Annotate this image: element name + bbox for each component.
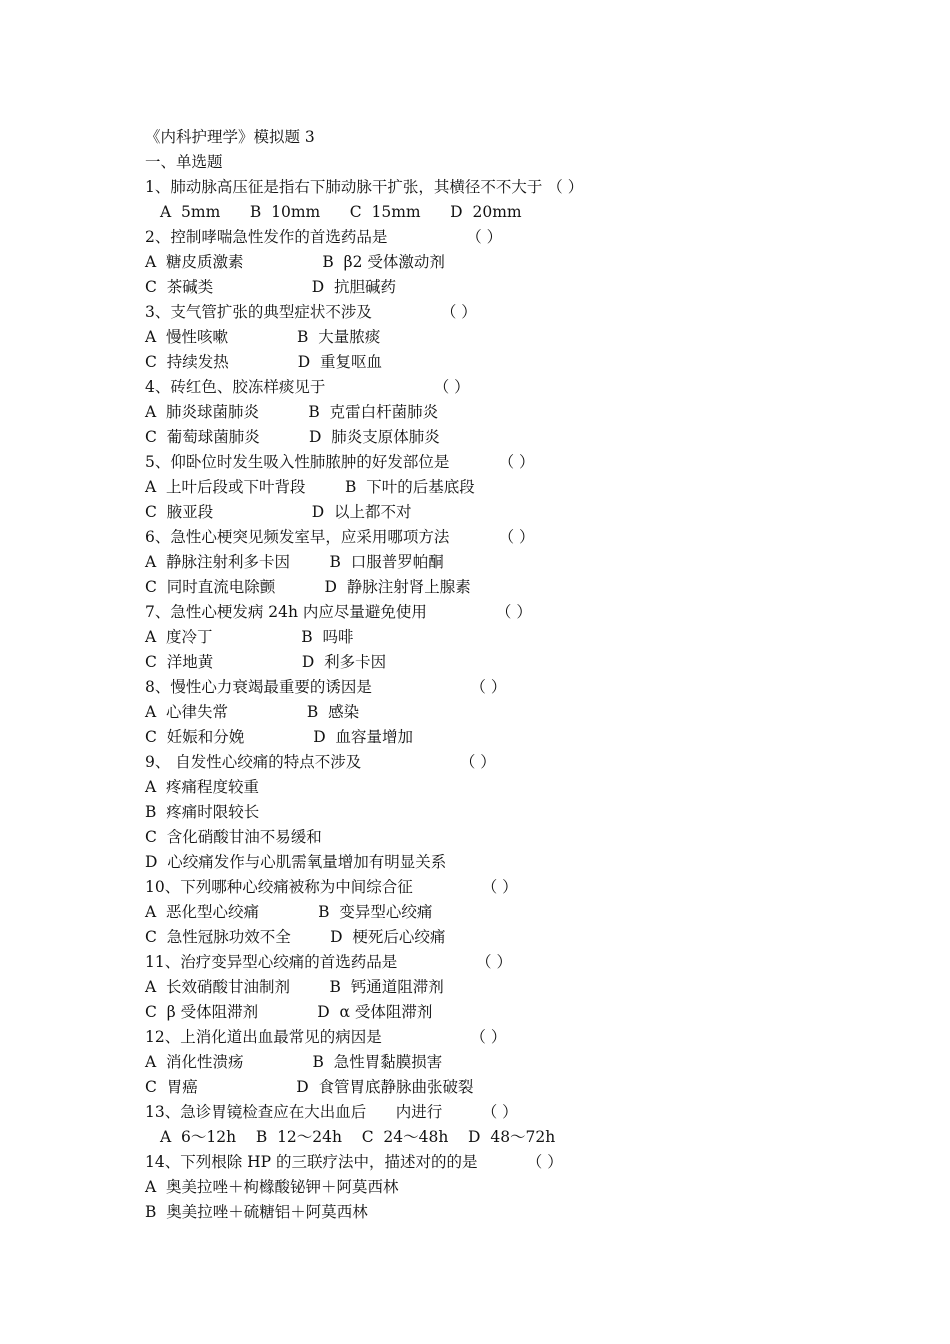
question-2-stem: 2、控制哮喘急性发作的首选药品是 （ ） — [145, 228, 503, 246]
question-4-options-ab: A 肺炎球菌肺炎 B 克雷白杆菌肺炎 — [145, 403, 439, 421]
question-7-options-cd: C 洋地黄 D 利多卡因 — [145, 653, 387, 671]
question-4-stem: 4、砖红色、胶冻样痰见于 （ ） — [145, 378, 470, 396]
question-12-stem: 12、上消化道出血最常见的病因是 （ ） — [145, 1028, 507, 1046]
question-3-options-ab: A 慢性咳嗽 B 大量脓痰 — [145, 328, 381, 346]
question-7-options-ab: A 度冷丁 B 吗啡 — [145, 628, 354, 646]
question-11-options-ab: A 长效硝酸甘油制剂 B 钙通道阻滞剂 — [145, 978, 444, 996]
question-5-stem: 5、仰卧位时发生吸入性肺脓肿的好发部位是 （ ） — [145, 453, 535, 471]
question-6-stem: 6、急性心梗突见频发室早，应采用哪项方法 （ ） — [145, 528, 535, 546]
question-5-options-ab: A 上叶后段或下叶背段 B 下叶的后基底段 — [145, 478, 475, 496]
question-1-stem: 1、肺动脉高压征是指右下肺动脉干扩张，其横径不不大于 （ ） — [145, 178, 584, 196]
question-5-options-cd: C 腋亚段 D 以上都不对 — [145, 503, 412, 521]
question-11-options-cd: C β 受体阻滞剂 D α 受体阻滞剂 — [145, 1003, 433, 1021]
question-10-options-ab: A 恶化型心绞痛 B 变异型心绞痛 — [145, 903, 433, 921]
question-12-options-cd: C 胃癌 D 食管胃底静脉曲张破裂 — [145, 1078, 474, 1096]
question-6-options-ab: A 静脉注射利多卡因 B 口服普罗帕酮 — [145, 553, 444, 571]
question-4-options-cd: C 葡萄球菌肺炎 D 肺炎支原体肺炎 — [145, 428, 440, 446]
question-8-stem: 8、慢性心力衰竭最重要的诱因是 （ ） — [145, 678, 507, 696]
question-6-options-cd: C 同时直流电除颤 D 静脉注射肾上腺素 — [145, 578, 471, 596]
document-title: 《内科护理学》模拟题 3 — [145, 128, 315, 146]
question-9-stem: 9、 自发性心绞痛的特点不涉及 （ ） — [145, 753, 496, 771]
question-1-options: A 5mm B 10mm C 15mm D 20mm — [160, 203, 522, 221]
section-heading: 一、单选题 — [145, 153, 223, 171]
question-8-options-ab: A 心律失常 B 感染 — [145, 703, 360, 721]
question-3-stem: 3、支气管扩张的典型症状不涉及 （ ） — [145, 303, 477, 321]
question-14-option-a: A 奥美拉唑＋枸橼酸铋钾＋阿莫西林 — [145, 1178, 399, 1196]
question-9-option-d: D 心绞痛发作与心肌需氧量增加有明显关系 — [145, 853, 447, 871]
question-12-options-ab: A 消化性溃疡 B 急性胃黏膜损害 — [145, 1053, 443, 1071]
question-14-option-b: B 奥美拉唑＋硫糖铝＋阿莫西林 — [145, 1203, 368, 1221]
question-7-stem: 7、急性心梗发病 24h 内应尽量避免使用 （ ） — [145, 603, 532, 621]
question-13-options: A 6～12h B 12～24h C 24～48h D 48～72h — [160, 1128, 556, 1146]
question-14-stem: 14、下列根除 HP 的三联疗法中，描述对的的是 （ ） — [145, 1153, 563, 1171]
question-13-stem: 13、急诊胃镜检查应在大出血后 内进行 （ ） — [145, 1103, 518, 1121]
question-10-stem: 10、下列哪种心绞痛被称为中间综合征 （ ） — [145, 878, 518, 896]
question-2-options-cd: C 茶碱类 D 抗胆碱药 — [145, 278, 397, 296]
question-11-stem: 11、治疗变异型心绞痛的首选药品是 （ ） — [145, 953, 512, 971]
question-3-options-cd: C 持续发热 D 重复呕血 — [145, 353, 382, 371]
question-8-options-cd: C 妊娠和分娩 D 血容量增加 — [145, 728, 413, 746]
question-9-option-c: C 含化硝酸甘油不易缓和 — [145, 828, 322, 846]
question-9-option-a: A 疼痛程度较重 — [145, 778, 260, 796]
question-2-options-ab: A 糖皮质激素 B β2 受体激动剂 — [145, 253, 445, 271]
question-10-options-cd: C 急性冠脉功效不全 D 梗死后心绞痛 — [145, 928, 446, 946]
question-9-option-b: B 疼痛时限较长 — [145, 803, 260, 821]
